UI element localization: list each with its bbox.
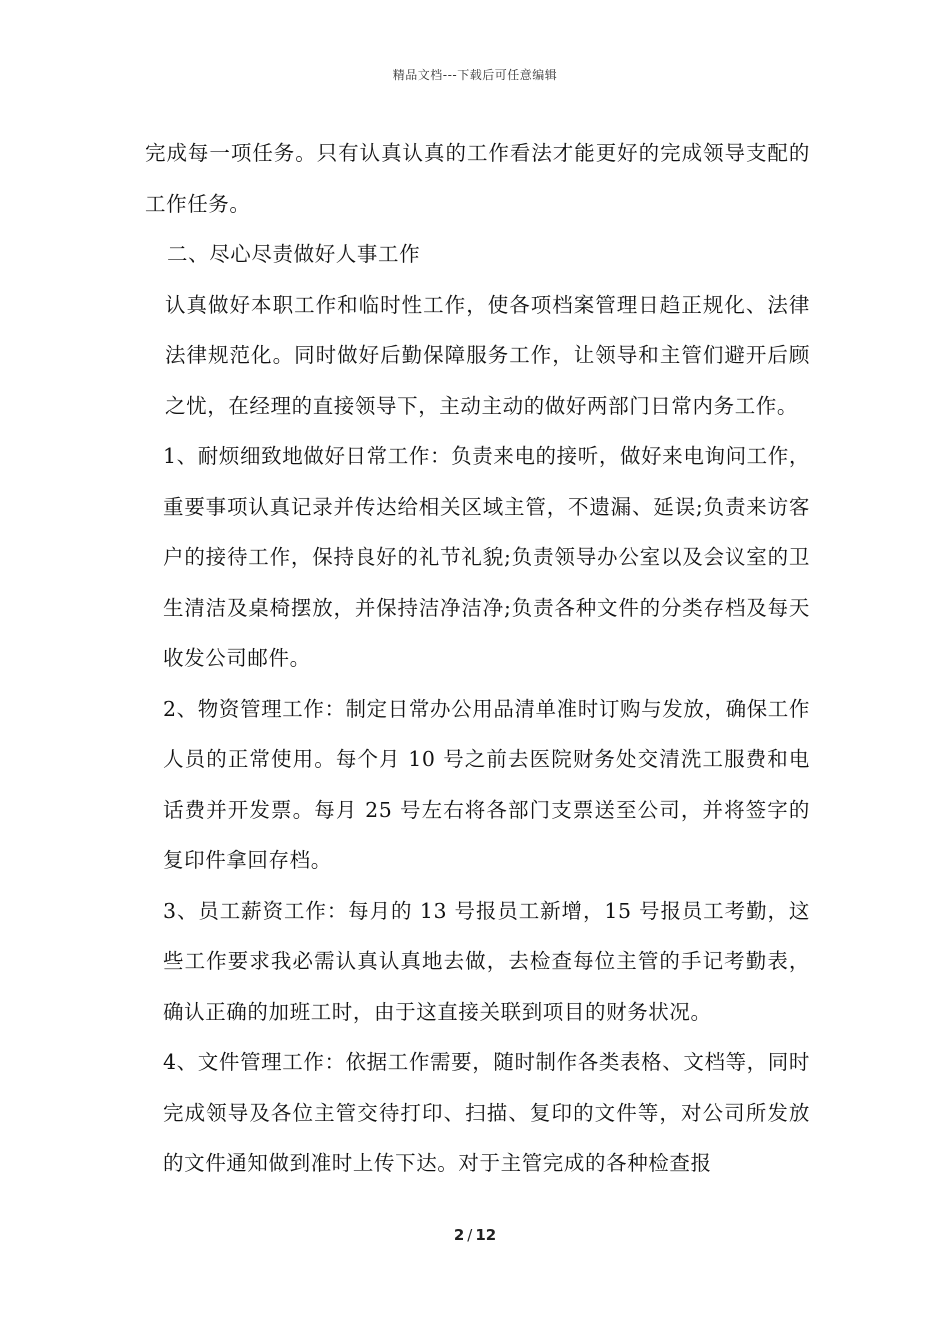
page-number xyxy=(0,1226,950,1244)
page-header: 精品文档---下载后可任意编辑 xyxy=(392,68,558,82)
list-item-supplies: 2、物资管理工作：制定日常办公用品清单准时订购与发放，确保工作人员的正常使用。每个月 10 号之前去医院财务处交清洗工服费和电话费并开发票。每月 25 号左右将各部门支票送至公司，并将签字的复印件拿回存档。 xyxy=(163,696,810,872)
paragraph-continuation: 完成每一项任务。只有认真认真的工作看法才能更好的完成领导支配的工作任务。 xyxy=(145,141,810,216)
page-separator: / xyxy=(467,1226,473,1244)
list-item-payroll: 3、员工薪资工作：每月的 13 号报员工新增，15 号报员工考勤，这些工作要求我必需认真认真地去做，去检查每位主管的手记考勤表，确认正确的加班工时，由于这直接关联到项目的财务状况。 xyxy=(163,898,810,1024)
list-item-daily-work: 1、耐烦细致地做好日常工作：负责来电的接听，做好来电询问工作，重要事项认真记录并传达给相关区域主管，不遗漏、延误;负责来访客户的接待工作，保持良好的礼节礼貌;负责领导办公室以及会议室的卫生清洁及桌椅摆放，并保持洁净洁净;负责各种文件的分类存档及每天收发公司邮件。 xyxy=(163,444,810,670)
total-pages: 12 xyxy=(475,1226,497,1244)
document-body xyxy=(145,128,810,1189)
paragraph-intro: 认真做好本职工作和临时性工作，使各项档案管理日趋正规化、法律法律规范化。同时做好后勤保障服务工作，让领导和主管们避开后顾之忧，在经理的直接领导下，主动主动的做好两部门日常内务工作。 xyxy=(165,292,810,418)
list-item-documents: 4、文件管理工作：依据工作需要，随时制作各类表格、文档等，同时完成领导及各位主管交待打印、扫描、复印的文件等，对公司所发放的文件通知做到准时上传下达。对于主管完成的各种检查报 xyxy=(163,1050,810,1175)
section-heading: 二、尽心尽责做好人事工作 xyxy=(167,242,421,266)
current-page: 2 xyxy=(453,1226,465,1244)
